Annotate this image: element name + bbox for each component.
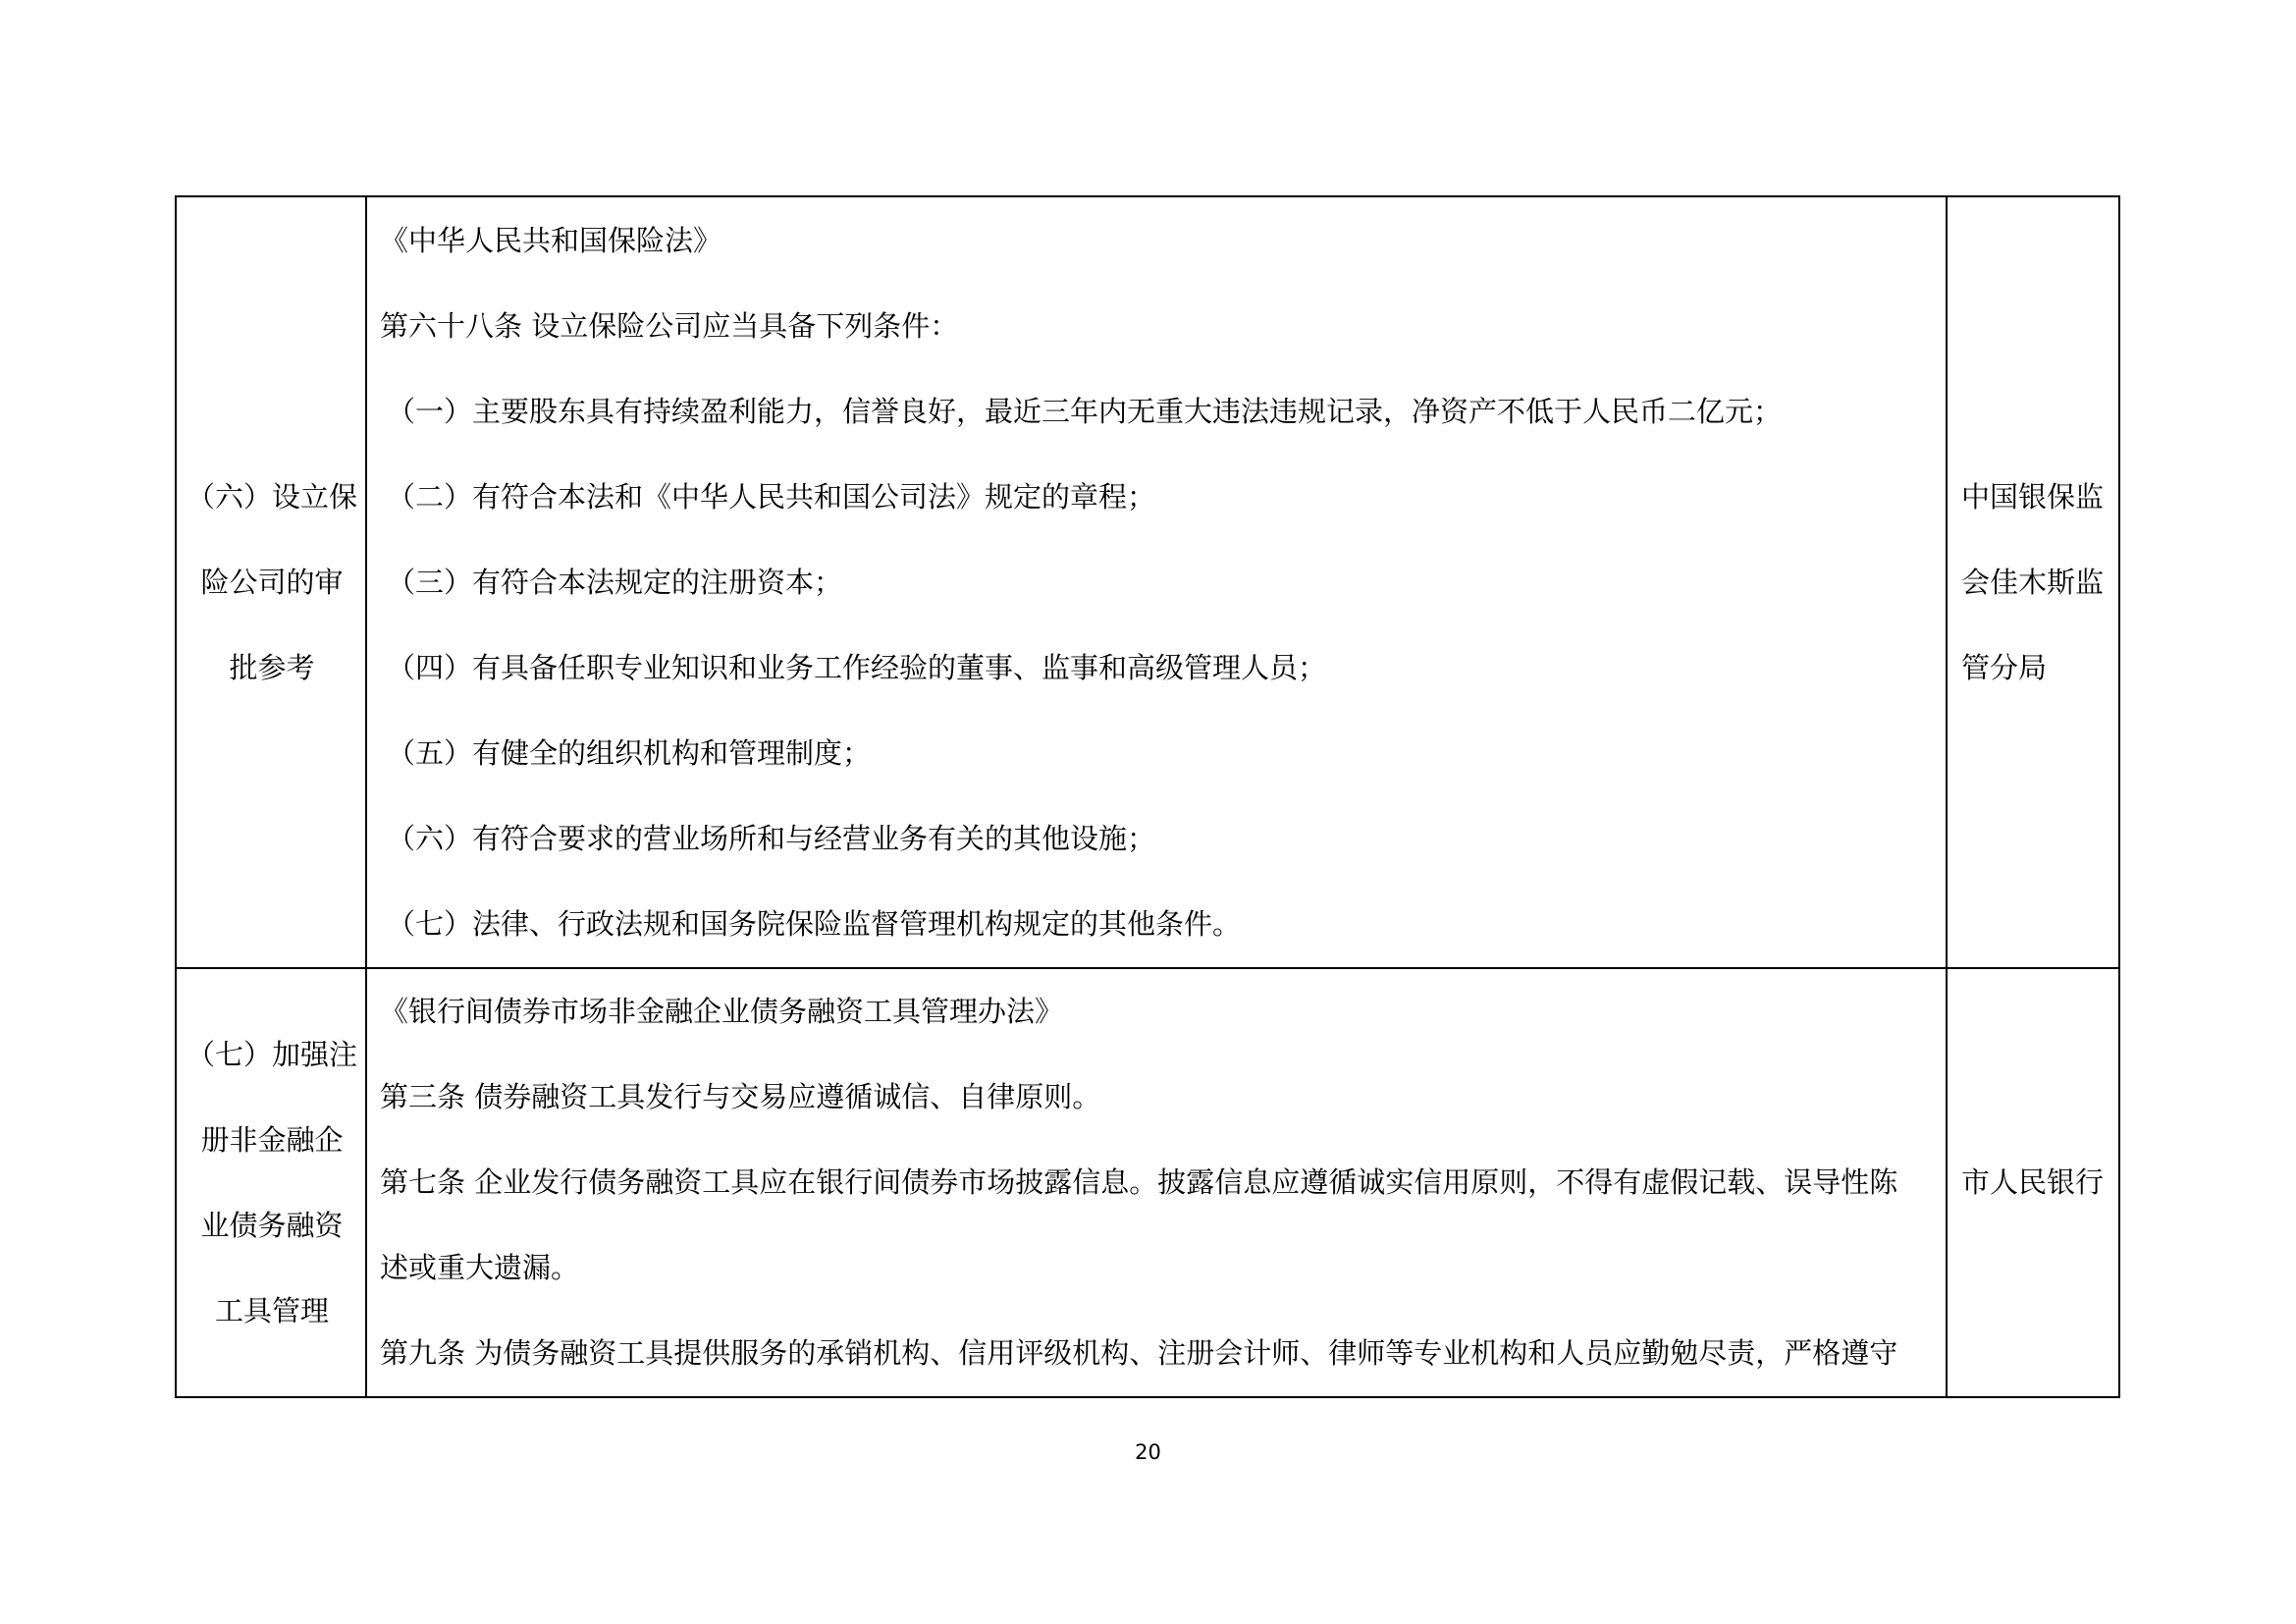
dept-line: 市人民银行 [1961,1165,2105,1199]
basis-line: 第六十八条 设立保险公司应当具备下列条件： [380,309,959,343]
item-cell [176,196,366,968]
item-line: （七）加强注 [187,1037,358,1071]
basis-line: （一）主要股东具有持续盈利能力，信誉良好，最近三年内无重大违法违规记录，净资产不低于人民币二亿元； [387,395,1783,428]
basis-cell [366,968,1947,1397]
table-row [176,196,2119,968]
basis-line: （三）有符合本法规定的注册资本； [387,566,843,599]
basis-line: 第七条 企业发行债务融资工具应在银行间债券市场披露信息。披露信息应遵循诚实信用原则，不得有虚假记载、误导性陈 [380,1165,1898,1199]
page-number: 20 [1135,1440,1161,1464]
item-line: 册非金融企 [200,1122,344,1157]
basis-line: 述或重大遗漏。 [380,1251,580,1284]
dept-line: 中国银保监 [1961,479,2105,514]
basis-cell [366,196,1947,968]
item-line: （六）设立保 [187,479,358,514]
item-cell [176,968,366,1397]
basis-line: 第九条 为债务融资工具提供服务的承销机构、信用评级机构、注册会计师、律师等专业机构和人员应勤勉尽责，严格遵守 [380,1336,1898,1370]
basis-line: （七）法律、行政法规和国务院保险监督管理机构规定的其他条件。 [387,907,1242,941]
dept-line: 会佳木斯监 [1961,565,2105,599]
basis-line: （六）有符合要求的营业场所和与经营业务有关的其他设施； [387,822,1156,855]
basis-line: 第三条 债券融资工具发行与交易应遵循诚信、自律原则。 [380,1080,1101,1113]
dept-cell [1947,196,2119,968]
item-line: 工具管理 [214,1293,329,1327]
regulation-table [175,195,2120,1398]
item-line: 业债务融资 [200,1208,344,1242]
dept-cell [1947,968,2119,1397]
item-line: 批参考 [229,650,315,684]
basis-line: 《中华人民共和国保险法》 [380,224,722,257]
basis-line: （五）有健全的组织机构和管理制度； [387,736,872,770]
basis-line: （二）有符合本法和《中华人民共和国公司法》规定的章程； [387,480,1156,514]
item-line: 险公司的审 [200,565,344,599]
basis-line: 《银行间债券市场非金融企业债务融资工具管理办法》 [380,995,1064,1028]
table-row [176,968,2119,1397]
basis-line: （四）有具备任职专业知识和业务工作经验的董事、监事和高级管理人员； [387,651,1327,684]
dept-line: 管分局 [1961,650,2048,684]
